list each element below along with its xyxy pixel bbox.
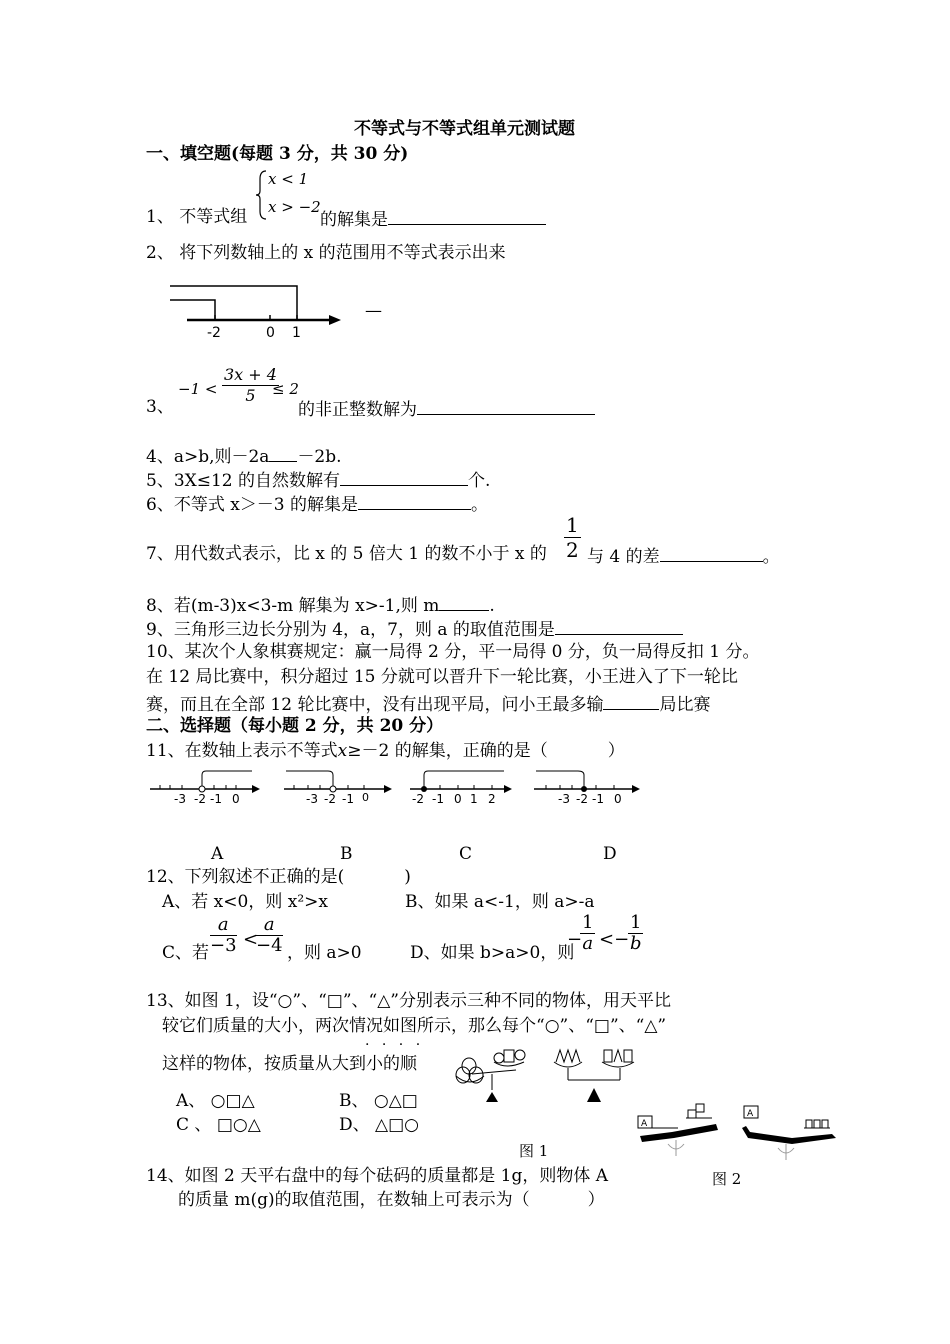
q13-line-2: 较它们质量的大小，两次情况如图所示，那么每个“○”、“□”、“△” <box>162 1016 667 1036</box>
q1-answer-blank[interactable] <box>388 206 546 225</box>
balance-1-icon <box>456 1050 525 1102</box>
q1-prefix: 1、 不等式组 <box>146 207 248 227</box>
q1-system-line-2: x > −2 <box>268 198 321 216</box>
q12-c-den2: −4 <box>256 935 283 956</box>
q3-prefix: 3、 <box>146 397 174 417</box>
q11-tick: -2 <box>412 792 424 806</box>
q9-text: 9、三角形三边长分别为 4，a，7，则 a 的取值范围是 <box>146 620 555 640</box>
q11-option-b-label[interactable]: B <box>340 844 353 864</box>
q13-option-c[interactable]: C 、 □○△ <box>176 1115 261 1135</box>
question-7 <box>146 543 547 565</box>
q11-tick: -2 <box>324 792 336 806</box>
q12-option-d-prefix[interactable]: D、如果 b>a>0，则 <box>410 943 575 963</box>
q11-option-a-axis[interactable] <box>150 771 260 806</box>
q12-option-a[interactable]: A、若 x<0，则 x²>x <box>162 892 328 912</box>
q4-tail: －2b. <box>297 447 342 467</box>
q3-left: −1 < <box>178 380 218 398</box>
q5-tail: 个. <box>468 471 491 491</box>
q11-option-c-label[interactable]: C <box>459 844 473 864</box>
figure-2-box-label: A <box>747 1109 754 1119</box>
q12-option-c-suffix: ，则 a>0 <box>287 943 362 963</box>
q3-answer-blank[interactable] <box>417 396 595 415</box>
q11-tick: 0 <box>232 792 240 806</box>
q12-d-num1: 1 <box>582 912 594 933</box>
q11-var: x <box>337 741 348 761</box>
q11-tick: -2 <box>194 792 206 806</box>
q12-option-c-frac-1 <box>210 915 237 956</box>
q13-line-1: 13、如图 1，设“○”、“□”、“△”分别表示三种不同的物体，用天平比 <box>146 991 671 1011</box>
q11-number-lines <box>148 765 648 810</box>
section-fill-in-title: 一、填空题(每题 3 分，共 30 分) <box>146 144 409 164</box>
q3-right: ≤ 2 <box>272 380 299 398</box>
q14-paren: ） <box>587 1190 605 1210</box>
q11-tick: 0 <box>362 791 369 804</box>
q12-c-den1: −3 <box>210 935 237 956</box>
q11-text-b: ≥－2 的解集，正确的是（ <box>347 741 548 761</box>
q11-tick: -1 <box>210 792 222 806</box>
q11-tick: -1 <box>342 792 354 806</box>
question-6 <box>146 491 488 516</box>
question-9 <box>146 616 683 641</box>
figure-1-caption: 图 1 <box>519 1142 549 1160</box>
balance-2-icon <box>554 1050 634 1102</box>
q11-tick: -3 <box>306 792 318 806</box>
q12-c-num2: a <box>256 915 283 936</box>
q11-tick: -3 <box>174 792 186 806</box>
q3-suffix-text: 的非正整数解为 <box>298 400 417 420</box>
section-choice-title: 二、选择题（每小题 2 分，共 20 分） <box>146 716 444 736</box>
q3-suffix <box>298 396 595 421</box>
q9-answer-blank[interactable] <box>555 616 683 635</box>
question-11 <box>146 740 625 762</box>
q2-tick-label: 1 <box>292 325 301 341</box>
q14-line-2-text: 的质量 m(g)的取值范围，在数轴上可表示为（ <box>178 1190 530 1210</box>
q7-numerator: 1 <box>566 513 579 537</box>
question-2: 2、 将下列数轴上的 x 的范围用不等式表示出来 <box>146 243 506 263</box>
question-4 <box>146 443 342 468</box>
q10-line-2: 在 12 局比赛中，积分超过 15 分就可以晋升下一轮比赛，小王进入了下一轮比 <box>146 667 738 687</box>
q6-answer-blank[interactable] <box>358 491 471 510</box>
q10-line-1: 10、某次个人象棋赛规定：赢一局得 2 分，平一局得 0 分，负一局得反扣 1 分。 <box>146 642 760 662</box>
q11-option-d-axis[interactable] <box>534 771 640 806</box>
figure-2-box-label: A <box>641 1119 648 1129</box>
q8-tail: . <box>489 596 495 616</box>
q12-c-num1: a <box>210 915 237 936</box>
balance-4-icon <box>742 1106 836 1160</box>
q7-text: 7、用代数式表示，比 x 的 5 倍大 1 的数不小于 x 的 <box>146 544 547 564</box>
q5-answer-blank[interactable] <box>340 467 468 486</box>
q11-option-d-label[interactable]: D <box>603 844 617 864</box>
q11-option-c-axis[interactable] <box>410 771 512 806</box>
balance-3-icon <box>638 1104 718 1156</box>
q11-option-a-label[interactable]: A <box>211 844 224 864</box>
q2-tick-label: 0 <box>266 325 275 341</box>
q11-tick: 0 <box>614 792 622 806</box>
q13-option-b[interactable]: B、 ○△□ <box>339 1091 418 1111</box>
page-title: 不等式与不等式组单元测试题 <box>354 119 575 139</box>
q10-text: 赛，而且在全部 12 轮比赛中，没有出现平局，问小王最多输 <box>146 695 604 715</box>
q12-paren: ) <box>404 867 411 887</box>
q12-option-d-lt: <− <box>599 929 630 950</box>
q13-emphasis-dots: . . . . <box>365 1033 425 1049</box>
q12-option-c-prefix[interactable]: C、若 <box>162 943 210 963</box>
q8-text: 8、若(m-3)x<3-m 解集为 x>-1,则 m <box>146 596 440 616</box>
q10-line-3 <box>146 691 710 716</box>
q7-end: 。 <box>762 547 780 567</box>
q7-text-b: 与 4 的差 <box>587 547 660 567</box>
q12-option-d-frac-2 <box>628 913 643 954</box>
q7-tail <box>587 543 780 568</box>
q7-fraction <box>564 513 581 562</box>
q14-line-1: 14、如图 2 天平右盘中的每个砝码的质量都是 1g，则物体 A <box>146 1166 609 1186</box>
q14-line-2 <box>178 1189 605 1211</box>
q7-denominator: 2 <box>566 538 579 562</box>
q11-tick: -2 <box>576 792 588 806</box>
q2-tick-label: -2 <box>207 325 221 341</box>
q12-option-c-frac-2 <box>256 915 283 956</box>
q12-option-c-lt: < <box>243 929 259 950</box>
q12-option-d-frac-1 <box>580 913 595 954</box>
question-1 <box>146 206 247 228</box>
q11-tick: -3 <box>558 792 570 806</box>
q3-denominator: 5 <box>245 386 256 405</box>
figure-2-balances <box>632 1098 842 1166</box>
q11-option-b-axis[interactable] <box>284 771 392 806</box>
question-8 <box>146 592 495 617</box>
q13-line-3: 这样的物体，按质量从大到小的顺 <box>162 1054 417 1074</box>
q11-tick: 2 <box>488 792 496 806</box>
q1-suffix <box>320 206 546 231</box>
q12-d-num2: 1 <box>630 912 642 933</box>
q4-answer-blank[interactable] <box>269 443 297 462</box>
q13-option-a[interactable]: A、 ○□△ <box>176 1091 255 1111</box>
q4-text: 4、a>b,则－2a <box>146 447 270 467</box>
q5-text: 5、3X≤12 的自然数解有 <box>146 471 341 491</box>
q12-d-den2: b <box>629 933 642 954</box>
q2-number-line <box>165 282 350 342</box>
q12-option-d-minus: − <box>567 929 583 950</box>
figure-2-caption: 图 2 <box>712 1170 742 1188</box>
question-5 <box>146 467 490 492</box>
q6-text: 6、不等式 x＞－3 的解集是 <box>146 495 359 515</box>
q3-numerator: 3x + 4 <box>224 365 277 384</box>
q3-fraction <box>222 365 279 406</box>
q12-d-den1: a <box>582 933 594 954</box>
figure-1-balances <box>448 1042 648 1110</box>
q12-stem: 12、下列叙述不正确的是( <box>146 867 345 887</box>
question-12 <box>146 866 411 888</box>
q1-suffix-text: 的解集是 <box>320 210 388 230</box>
q2-answer-dash: — <box>365 301 382 321</box>
q12-option-b[interactable]: B、如果 a<-1，则 a>-a <box>405 892 595 912</box>
q8-answer-blank[interactable] <box>439 592 489 611</box>
q11-text-a: 11、在数轴上表示不等式 <box>146 741 338 761</box>
q6-tail: 。 <box>471 495 489 515</box>
q11-tick: -1 <box>432 792 444 806</box>
q11-tick: 0 <box>454 792 462 806</box>
q1-system-line-1: x < 1 <box>268 170 309 188</box>
q11-tick: 1 <box>470 792 478 806</box>
q11-tick: -1 <box>592 792 604 806</box>
q11-paren: ） <box>607 741 625 761</box>
q10-answer-blank[interactable] <box>603 691 659 710</box>
q13-option-d[interactable]: D、 △□○ <box>339 1115 420 1135</box>
q10-tail: 局比赛 <box>659 695 711 715</box>
q7-answer-blank[interactable] <box>660 543 763 562</box>
